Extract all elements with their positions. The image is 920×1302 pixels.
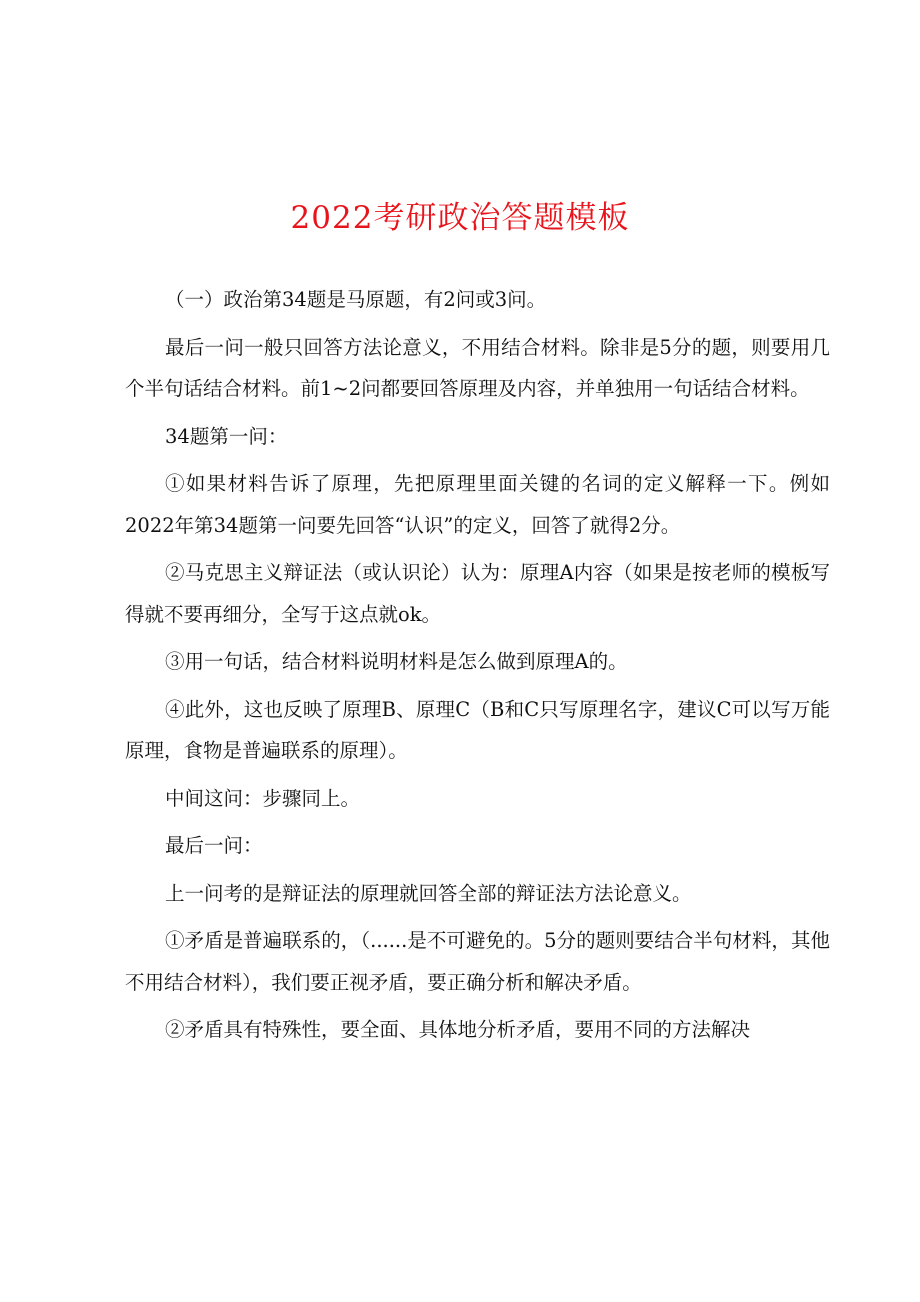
paragraph: ③用一句话，结合材料说明材料是怎么做到原理A的。 (165, 650, 628, 673)
paragraph: 上一问考的是辩证法的原理就回答全部的辩证法方法论意义。 (165, 881, 692, 905)
document-title: 2022考研政治答题模板 (290, 200, 630, 236)
paragraph: 最后一问一般只回答方法论意义，不用结合材料。除非是5分的题，则要用几个半句话结合材料。前1~2问都要回答原理及内容，并单独用一句话结合材料。 (125, 335, 830, 400)
paragraph: ①矛盾是普遍联系的，（......是不可避免的。5分的题则要结合半句材料，其他不用结合材料），我们要正视矛盾，要正确分析和解决矛盾。 (125, 929, 830, 994)
paragraph: ①如果材料告诉了原理，先把原理里面关键的名词的定义解释一下。例如2022年第34题第一问要先回答“认识”的定义，回答了就得2分。 (125, 472, 830, 537)
paragraph: （一）政治第34题是马原题，有2问或3问。 (165, 288, 547, 311)
paragraph: 最后一问： (165, 834, 263, 857)
paragraph: 中间这问：步骤同上。 (165, 786, 361, 810)
paragraph: ②马克思主义辩证法（或认识论）认为：原理A内容（如果是按老师的模板写得就不要再细分，全写于这点就ok。 (125, 561, 830, 626)
paragraph: ④此外，这也反映了原理B、原理C（B和C只写原理名字，建议C可以写万能原理，食物是普遍联系的原理）。 (125, 697, 830, 762)
document-body (125, 279, 830, 1057)
paragraph: ②矛盾具有特殊性，要全面、具体地分析矛盾，要用不同的方法解决 (165, 1018, 751, 1041)
paragraph: 34题第一问： (165, 424, 288, 448)
